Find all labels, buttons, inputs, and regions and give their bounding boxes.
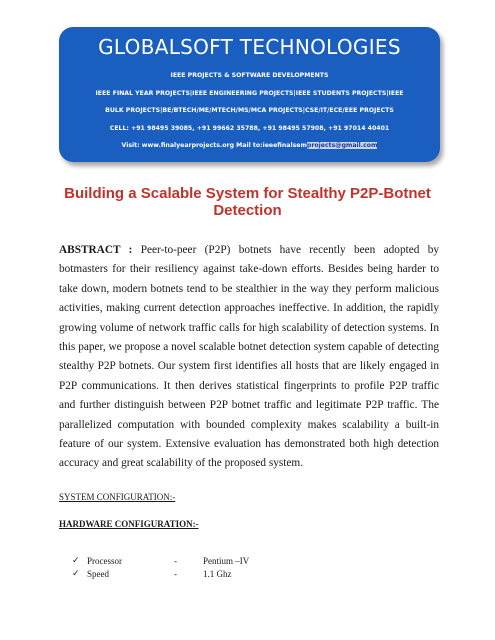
checkmark-icon: ✓ <box>72 569 80 579</box>
banner-contact-line <box>59 142 440 149</box>
spec-name: Processor <box>87 556 122 566</box>
contact-email-highlight[interactable]: projects@gmail.com <box>306 142 378 149</box>
system-configuration-heading: SYSTEM CONFIGURATION:- <box>59 492 176 502</box>
header-banner <box>59 27 440 162</box>
spec-name: Speed <box>87 569 109 579</box>
spec-value: Pentium –IV <box>203 556 250 566</box>
document-title: Building a Scalable System for Stealthy P2P-Botnet Detection <box>64 185 431 219</box>
banner-projects-line: IEEE FINAL YEAR PROJECTS|IEEE ENGINEERING PROJECTS|IEEE STUDENTS PROJECTS|IEEE <box>95 90 404 97</box>
spec-separator: - <box>174 569 177 579</box>
spec-separator: - <box>174 556 177 566</box>
banner-bulk-projects-line: BULK PROJECTS|BE/BTECH/ME/MTECH/MS/MCA PROJECTS|CSE/IT/ECE/EEE PROJECTS <box>105 107 394 114</box>
company-name: GLOBALSOFT TECHNOLOGIES <box>98 35 401 59</box>
abstract-label: ABSTRACT : <box>59 244 133 256</box>
contact-visit-mail[interactable]: Visit: www.finalyearprojects.org Mail to:ieeefinalsem <box>121 142 307 149</box>
spec-value: 1.1 Ghz <box>203 569 232 579</box>
banner-phone-line: CELL: +91 98495 39085, +91 99662 35788, +91 98495 57908, +91 97014 40401 <box>109 125 390 132</box>
banner-tagline: IEEE PROJECTS & SOFTWARE DEVELOPMENTS <box>170 72 329 79</box>
hardware-configuration-heading: HARDWARE CONFIGURATION:- <box>59 519 199 529</box>
checkmark-icon: ✓ <box>72 556 80 566</box>
abstract-paragraph <box>59 241 439 474</box>
abstract-text: Peer-to-peer (P2P) botnets have recently been adopted by botmasters for their resiliency against take-down efforts. Besides being harder to take down, modern botnets tend to be stealthier in the way they perform malicious activities, making current detection approaches ineffective. In addition, the rapidly growing volume of network traffic calls for high scalability of detection systems. In this paper, we propose a novel scalable botnet detection system capable of detecting stealthy P2P botnets. Our system first identifies all hosts that are likely engaged in P2P communications. It then derives statistical fingerprints to profile P2P traffic and further distinguish between P2P botnet traffic and legitimate P2P traffic. The parallelized computation with bounded complexity makes scalability a built-in feature of our system. Extensive evaluation has demonstrated both high detection accuracy and great scalability of the proposed system. <box>59 244 440 470</box>
